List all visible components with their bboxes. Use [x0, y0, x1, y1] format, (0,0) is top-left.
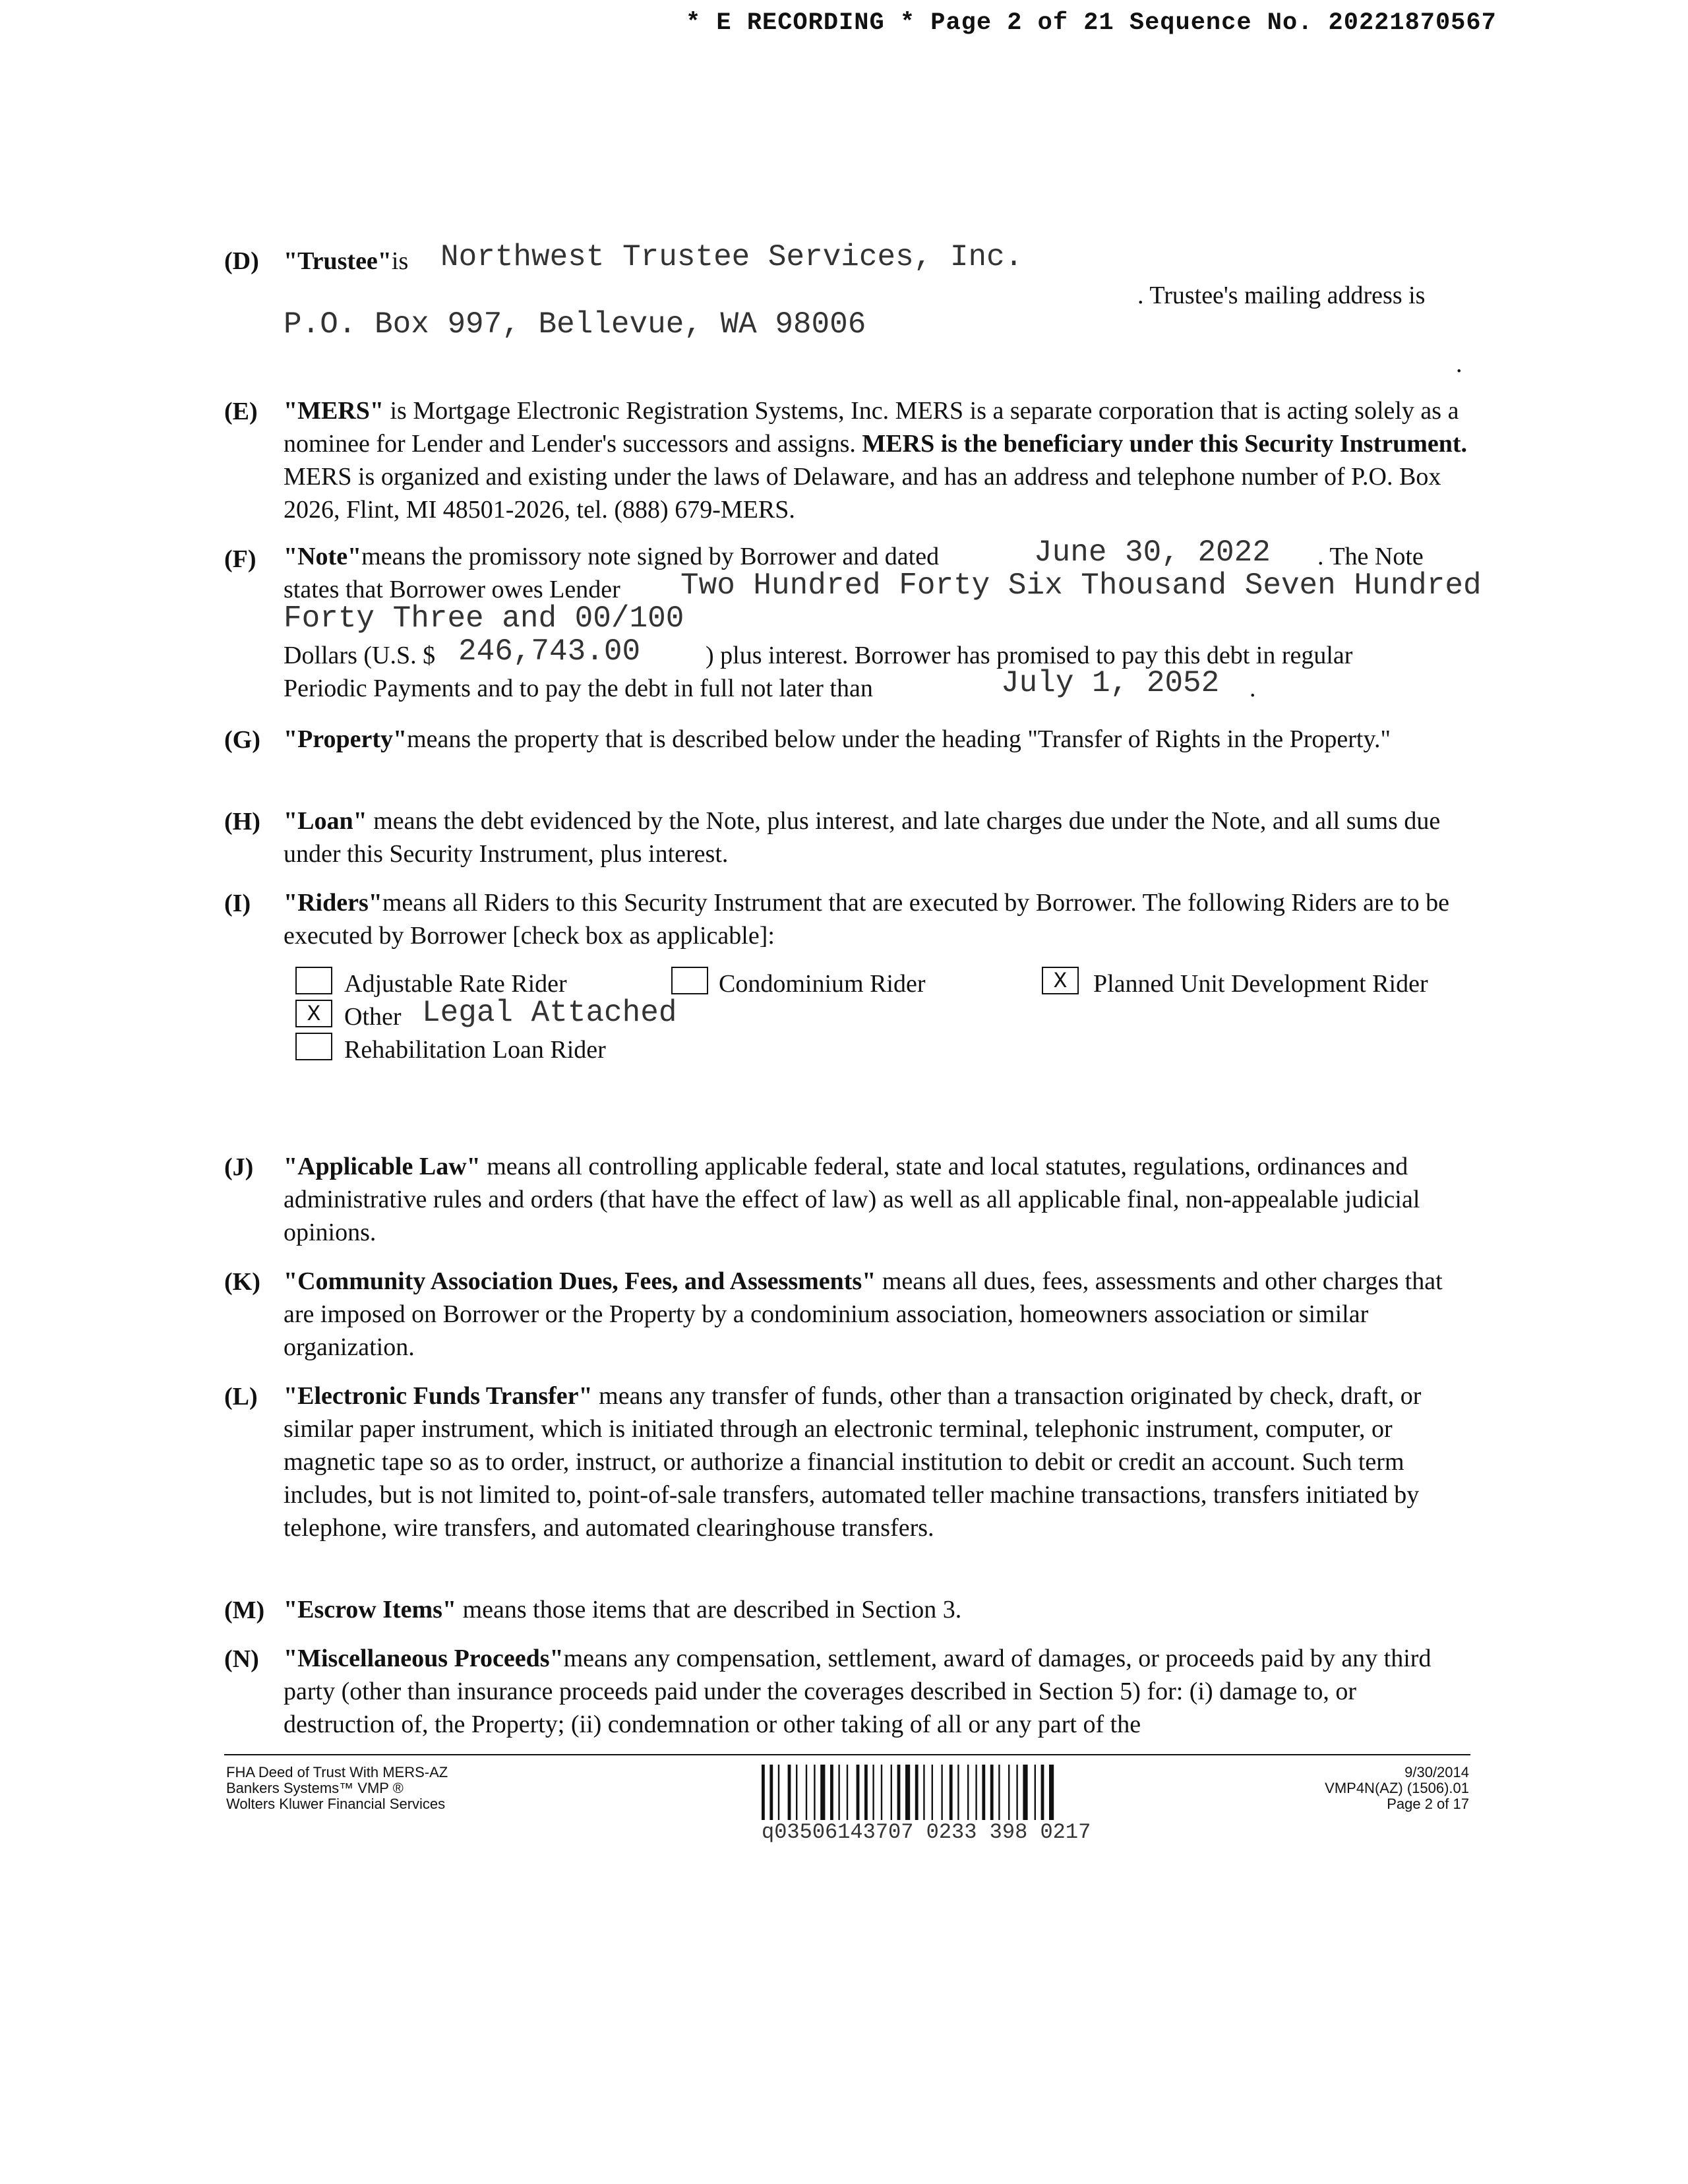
- adjustable-rate-rider-checkbox[interactable]: [295, 967, 332, 994]
- note-amount-words-1: Two Hundred Forty Six Thousand Seven Hundred: [680, 568, 1482, 603]
- section-l-label: (L): [224, 1383, 258, 1410]
- escrow-items-text: means those items that are described in Section 3.: [456, 1596, 962, 1623]
- section-d-term: [284, 247, 408, 276]
- section-i-text: [284, 886, 1470, 952]
- section-i-label: (I): [224, 890, 251, 917]
- property-term: "Property": [284, 725, 407, 753]
- note-text-5: ) plus interest. Borrower has promised to pay this debt in regular: [706, 642, 1353, 669]
- trustee-term: "Trustee": [284, 247, 392, 275]
- loan-text: means the debt evidenced by the Note, plus interest, and late charges due under the Note, and all sums due under this Security Instrument, plus interest.: [284, 807, 1441, 868]
- footer-divider: [224, 1754, 1470, 1755]
- note-term: "Note": [284, 543, 362, 570]
- rehab-loan-rider-checkbox[interactable]: [295, 1033, 332, 1060]
- trustee-is: is: [391, 247, 409, 275]
- section-h-text: [284, 804, 1470, 870]
- community-dues-term: "Community Association Dues, Fees, and Assessments": [284, 1267, 876, 1295]
- escrow-items-term: "Escrow Items": [284, 1596, 457, 1623]
- barcode-number: q03506143707 0233 398 0217: [762, 1820, 1091, 1844]
- note-text-1: means the promissory note signed by Borrower and dated: [361, 543, 940, 570]
- misc-proceeds-text: means any compensation, settlement, award of damages, or proceeds paid by any third party (other than insurance proceeds paid under the coverages described in Section 5) for: (i) damage to, or destruction of, the Property; (ii) condemnation or other taking of all or any part of the: [284, 1645, 1432, 1738]
- adjustable-rate-rider-label: Adjustable Rate Rider: [344, 970, 567, 998]
- riders-text: means all Riders to this Security Instrument that are executed by Borrower. The following Riders are to be executed by Borrower [check box as applicable]:: [284, 889, 1449, 950]
- rehab-loan-rider-label: Rehabilitation Loan Rider: [344, 1036, 606, 1064]
- trustee-mailing-text: . Trustee's mailing address is: [1137, 282, 1426, 309]
- applicable-law-term: "Applicable Law": [284, 1153, 481, 1180]
- mers-text-2: MERS is organized and existing under the laws of Delaware, and has an address and telephone number of P.O. Box 2026, Flint, MI 48501-2026, tel. (888) 679-MERS.: [284, 463, 1441, 524]
- eft-text: means any transfer of funds, other than a transaction originated by check, draft, or similar paper instrument, which is initiated through an electronic terminal, telephonic instrument, computer, or magnetic tape so as to order, instruct, or authorize a financial institution to debit or credit an account. Such term includes, but is not limited to, point-of-sale transfers, automated teller machine transactions, transfers initiated by telephone, wire transfers, and automated clearinghouse transfers.: [284, 1382, 1422, 1542]
- form-date: 9/30/2014: [1404, 1764, 1469, 1780]
- trustee-name: Northwest Trustee Services, Inc.: [440, 240, 1023, 274]
- section-g-text: [284, 723, 1470, 756]
- section-e-label: (E): [224, 398, 258, 425]
- note-amount-words-2: Forty Three and 00/100: [284, 601, 684, 636]
- recording-header: * E RECORDING * Page 2 of 21 Sequence No. 20221870567: [686, 9, 1497, 37]
- riders-term: "Riders": [284, 889, 382, 917]
- note-date: June 30, 2022: [1034, 535, 1271, 570]
- section-k-label: (K): [224, 1268, 260, 1296]
- section-g-label: (G): [224, 726, 260, 754]
- other-rider-label: Other: [344, 1003, 402, 1031]
- form-title: FHA Deed of Trust With MERS-AZ: [226, 1764, 448, 1780]
- note-end-period: .: [1250, 675, 1256, 702]
- publisher-line: Bankers Systems™ VMP ®: [226, 1780, 404, 1796]
- note-text-6: Periodic Payments and to pay the debt in full not later than: [284, 675, 873, 702]
- footer-right: [1325, 1765, 1469, 1812]
- form-page: Page 2 of 17: [1387, 1796, 1469, 1812]
- section-f-label: (F): [224, 545, 256, 573]
- note-text-2: . The Note: [1317, 543, 1424, 570]
- property-text: means the property that is described below under the heading "Transfer of Rights in the Property.": [407, 725, 1391, 753]
- loan-term: "Loan": [284, 807, 367, 835]
- mers-bold-text: MERS is the beneficiary under this Security Instrument.: [862, 430, 1468, 458]
- section-k-text: [284, 1265, 1470, 1364]
- other-rider-checkbox[interactable]: X: [295, 1000, 332, 1027]
- section-e-text: [284, 394, 1470, 526]
- eft-term: "Electronic Funds Transfer": [284, 1382, 593, 1410]
- mers-term: "MERS": [284, 397, 384, 425]
- pud-rider-label: Planned Unit Development Rider: [1093, 970, 1428, 998]
- section-n-text: [284, 1642, 1470, 1741]
- condominium-rider-label: Condominium Rider: [719, 970, 926, 998]
- note-amount: 246,743.00: [458, 634, 641, 669]
- note-text-4: Dollars (U.S. $: [284, 642, 436, 669]
- barcode-image: [762, 1765, 1236, 1820]
- section-n-label: (N): [224, 1645, 259, 1673]
- other-rider-value: Legal Attached: [422, 996, 677, 1030]
- trustee-address: P.O. Box 997, Bellevue, WA 98006: [284, 307, 866, 342]
- section-j-text: [284, 1150, 1470, 1249]
- community-dues-text: means all dues, fees, assessments and other charges that are imposed on Borrower or the Property by a condominium association, homeowners association or similar organization.: [284, 1267, 1443, 1361]
- section-j-label: (J): [224, 1153, 254, 1181]
- note-line-1: [284, 542, 939, 571]
- section-m-text: [284, 1593, 1470, 1626]
- section-m-label: (M): [224, 1596, 265, 1624]
- section-d-label: (D): [224, 247, 259, 275]
- trustee-end-period: .: [1456, 350, 1462, 378]
- mers-text-1: is Mortgage Electronic Registration Systems, Inc. MERS is a separate corporation that is acting solely as a nominee for Lender and Lender's successors and assigns.: [284, 397, 1459, 458]
- applicable-law-text: means all controlling applicable federal, state and local statutes, regulations, ordinances and administrative rules and orders (that have the effect of law) as well as all applicable final, non-appealable judicial opinions.: [284, 1153, 1420, 1246]
- note-text-3: states that Borrower owes Lender: [284, 576, 620, 603]
- section-l-text: [284, 1380, 1470, 1544]
- form-code: VMP4N(AZ) (1506).01: [1325, 1780, 1469, 1796]
- pud-rider-checkbox[interactable]: X: [1042, 967, 1079, 994]
- footer-left: [226, 1765, 448, 1812]
- section-h-label: (H): [224, 808, 260, 835]
- condominium-rider-checkbox[interactable]: [671, 967, 708, 994]
- company-line: Wolters Kluwer Financial Services: [226, 1796, 446, 1812]
- note-maturity-date: July 1, 2052: [1001, 666, 1220, 700]
- misc-proceeds-term: "Miscellaneous Proceeds": [284, 1645, 564, 1672]
